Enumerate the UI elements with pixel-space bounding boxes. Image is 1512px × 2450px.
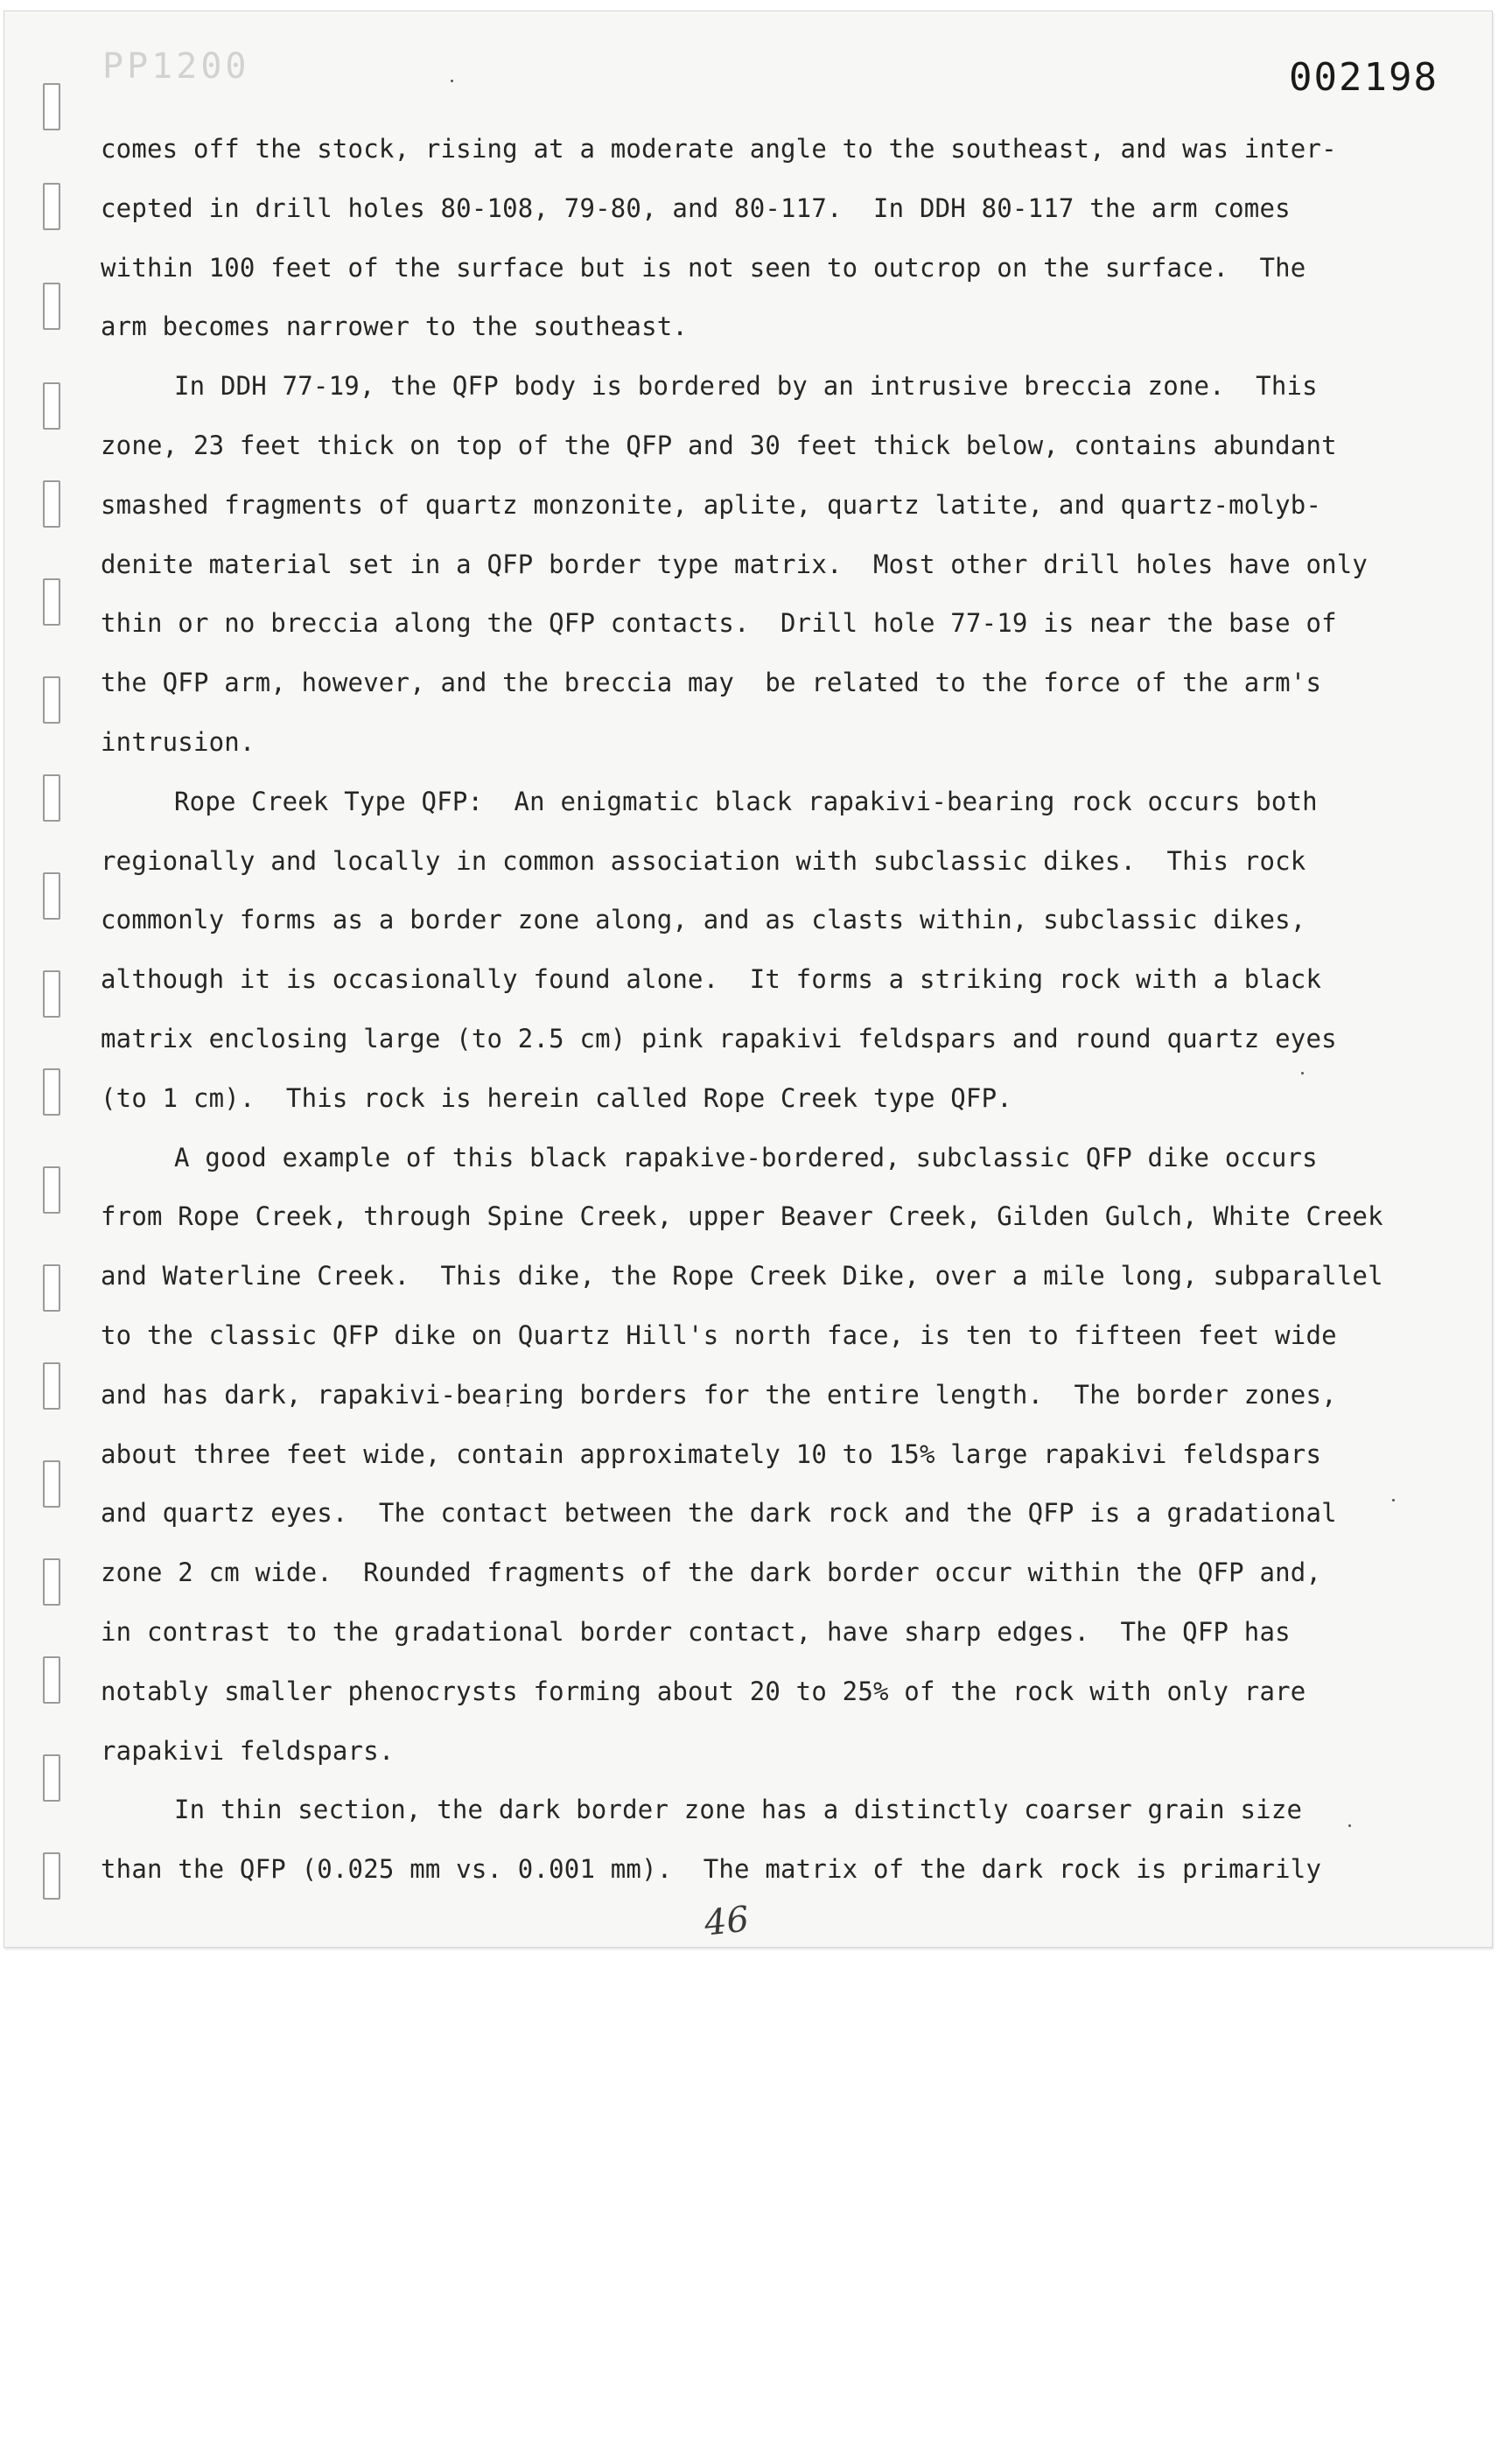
text-line: to the classic QFP dike on Quartz Hill's north face, is ten to fifteen feet wide xyxy=(101,1320,1337,1350)
text-line: comes off the stock, rising at a moderate angle to the southeast, and was inter- xyxy=(101,134,1337,164)
text-line: than the QFP (0.025 mm vs. 0.001 mm). The matrix of the dark rock is primarily xyxy=(101,1854,1322,1885)
binder-hole xyxy=(43,480,60,528)
text-line: and Waterline Creek. This dike, the Rope Creek Dike, over a mile long, subparallel xyxy=(101,1261,1383,1292)
document-page xyxy=(4,10,1493,1948)
paragraph-first-line: Rope Creek Type QFP: An enigmatic black rapakivi-bearing rock occurs both xyxy=(174,786,1318,816)
binder-hole xyxy=(43,382,60,430)
binder-hole xyxy=(43,283,60,330)
binder-hole xyxy=(43,1460,60,1508)
binder-hole xyxy=(43,183,60,230)
text-line: within 100 feet of the surface but is not seen to outcrop on the surface. The xyxy=(101,252,1306,283)
text-line: from Rope Creek, through Spine Creek, upper Beaver Creek, Gilden Gulch, White Creek xyxy=(101,1201,1383,1232)
paragraph-first-line: In thin section, the dark border zone has a distinctly coarser grain size xyxy=(174,1795,1303,1825)
text-line: although it is occasionally found alone. It forms a striking rock with a black xyxy=(101,964,1322,995)
binder-hole xyxy=(43,1068,60,1116)
binder-hole xyxy=(43,83,60,130)
text-line: denite material set in a QFP border type matrix. Most other drill holes have only xyxy=(101,549,1368,579)
text-line: and quartz eyes. The contact between the dark rock and the QFP is a gradational xyxy=(101,1498,1337,1529)
binder-hole xyxy=(43,1852,60,1900)
text-line: rapakivi feldspars. xyxy=(101,1735,395,1766)
paragraph-first-line: A good example of this black rapakive-bordered, subclassic QFP dike occurs xyxy=(174,1142,1318,1172)
binder-hole xyxy=(43,578,60,626)
text-line: arm becomes narrower to the southeast. xyxy=(101,312,689,342)
document-number: 002198 xyxy=(1289,55,1438,100)
scan-speck xyxy=(1392,1499,1395,1502)
text-line: (to 1 cm). This rock is herein called Rope Creek type QFP. xyxy=(101,1082,1012,1113)
bleed-through-number: PP1200 xyxy=(102,46,250,87)
text-line: notably smaller phenocrysts forming about 20 to 25% of the rock with only rare xyxy=(101,1676,1306,1706)
text-line: and has dark, rapakivi-bearing borders for the entire length. The border zones, xyxy=(101,1379,1337,1410)
text-line: smashed fragments of quartz monzonite, aplite, quartz latite, and quartz-molyb- xyxy=(101,489,1322,520)
binder-hole xyxy=(43,872,60,920)
text-line: in contrast to the gradational border contact, have sharp edges. The QFP has xyxy=(101,1616,1291,1647)
binder-hole xyxy=(43,1558,60,1606)
paragraph-first-line: In DDH 77-19, the QFP body is bordered by an intrusive breccia zone. This xyxy=(174,371,1318,402)
text-line: intrusion. xyxy=(101,726,256,757)
text-line: about three feet wide, contain approximately 10 to 15% large rapakivi feldspars xyxy=(101,1438,1322,1469)
text-line: matrix enclosing large (to 2.5 cm) pink rapakivi feldspars and round quartz eyes xyxy=(101,1023,1337,1054)
binder-hole xyxy=(43,1264,60,1312)
document-body xyxy=(101,120,1383,1900)
scan-speck xyxy=(451,80,453,82)
text-line: regionally and locally in common association with subclassic dikes. This rock xyxy=(101,845,1306,876)
text-line: the QFP arm, however, and the breccia may be related to the force of the arm's xyxy=(101,668,1322,698)
binder-hole xyxy=(43,774,60,822)
binder-hole xyxy=(43,1362,60,1410)
text-line: commonly forms as a border zone along, and as clasts within, subclassic dikes, xyxy=(101,905,1306,935)
binder-hole xyxy=(43,676,60,724)
text-line: thin or no breccia along the QFP contacts. Drill hole 77-19 is near the base of xyxy=(101,608,1337,639)
binder-hole xyxy=(43,1754,60,1802)
binder-hole xyxy=(43,1656,60,1704)
binder-hole xyxy=(43,1166,60,1214)
text-line: cepted in drill holes 80-108, 79-80, and 80-117. In DDH 80-117 the arm comes xyxy=(101,192,1291,223)
text-line: zone 2 cm wide. Rounded fragments of the dark border occur within the QFP and, xyxy=(101,1558,1322,1588)
text-line: zone, 23 feet thick on top of the QFP and 30 feet thick below, contains abundant xyxy=(101,430,1337,460)
binder-hole xyxy=(43,970,60,1018)
page-number: 46 xyxy=(702,1899,752,1944)
